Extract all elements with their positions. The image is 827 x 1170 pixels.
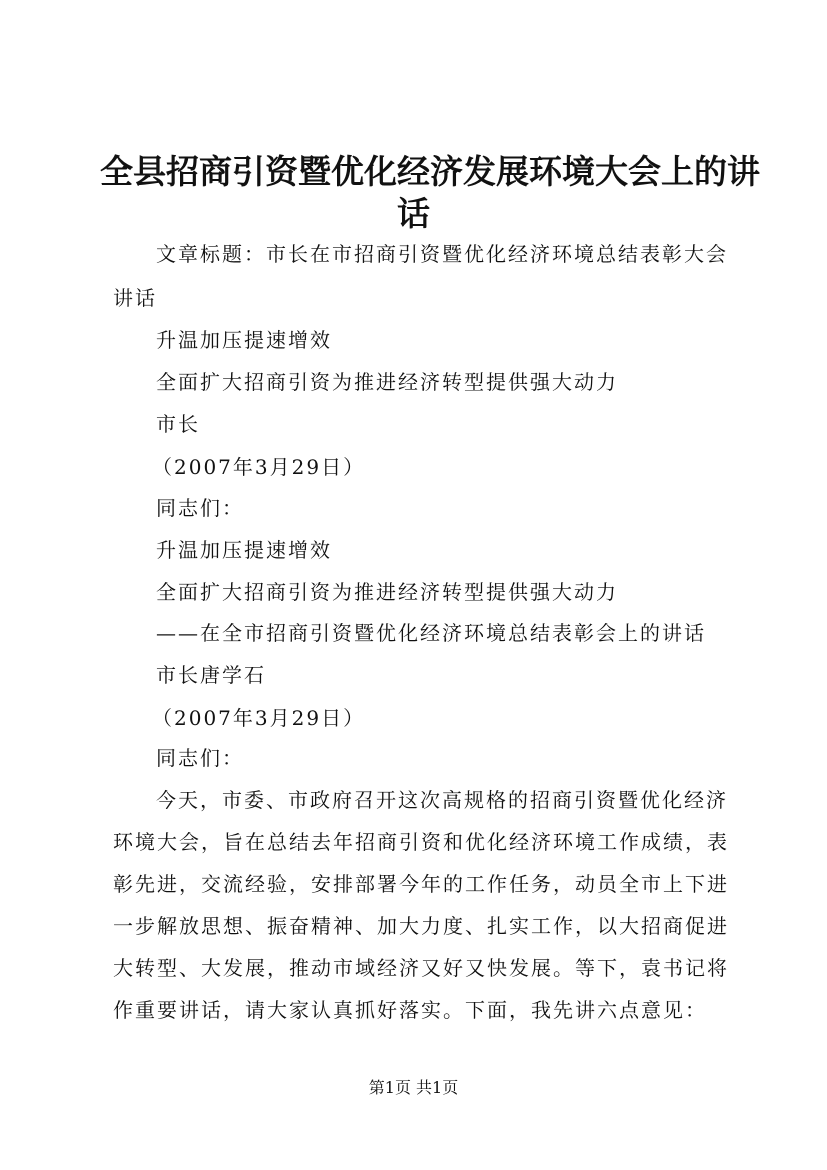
occasion-line: ——在全市招商引资暨优化经济环境总结表彰会上的讲话 [156,621,706,645]
body-paragraph-line: 今天，市委、市政府召开这次高规格的招商引资暨优化经济 [156,788,728,812]
article-title-line: 文章标题：市长在市招商引资暨优化经济环境总结表彰大会 [156,242,728,266]
salutation-line-repeat: 同志们： [156,746,244,770]
body-paragraph-line: 一步解放思想、振奋精神、加大力度、扎实工作，以大招商促进 [113,914,729,938]
body-paragraph-line: 大转型、大发展，推动市域经济又好又快发展。等下，袁书记将 [113,956,729,980]
heading-line-repeat: 升温加压提速增效 [156,538,332,562]
body-paragraph-line: 环境大会，旨在总结去年招商引资和优化经济环境工作成绩，表 [113,830,729,854]
body-paragraph-line: 作重要讲话，请大家认真抓好落实。下面，我先讲六点意见： [113,998,707,1022]
date-line: （2007年3月29日） [152,455,366,479]
speaker-line: 市长 [156,412,200,436]
article-title-continuation: 讲话 [113,286,157,310]
document-title-line-2: 话 [397,194,430,233]
body-paragraph-line: 彰先进，交流经验，安排部署今年的工作任务，动员全市上下进 [113,872,729,896]
subheading-line: 全面扩大招商引资为推进经济转型提供强大动力 [156,370,618,394]
date-line-repeat: （2007年3月29日） [152,706,366,730]
speaker-name-line: 市长唐学石 [156,663,266,687]
subheading-line-repeat: 全面扩大招商引资为推进经济转型提供强大动力 [156,580,618,604]
document-title-line-1: 全县招商引资暨优化经济发展环境大会上的讲 [100,152,760,191]
page-footer: 第1页 共1页 [368,1078,459,1097]
heading-line: 升温加压提速增效 [156,328,332,352]
salutation-line: 同志们： [156,496,244,520]
